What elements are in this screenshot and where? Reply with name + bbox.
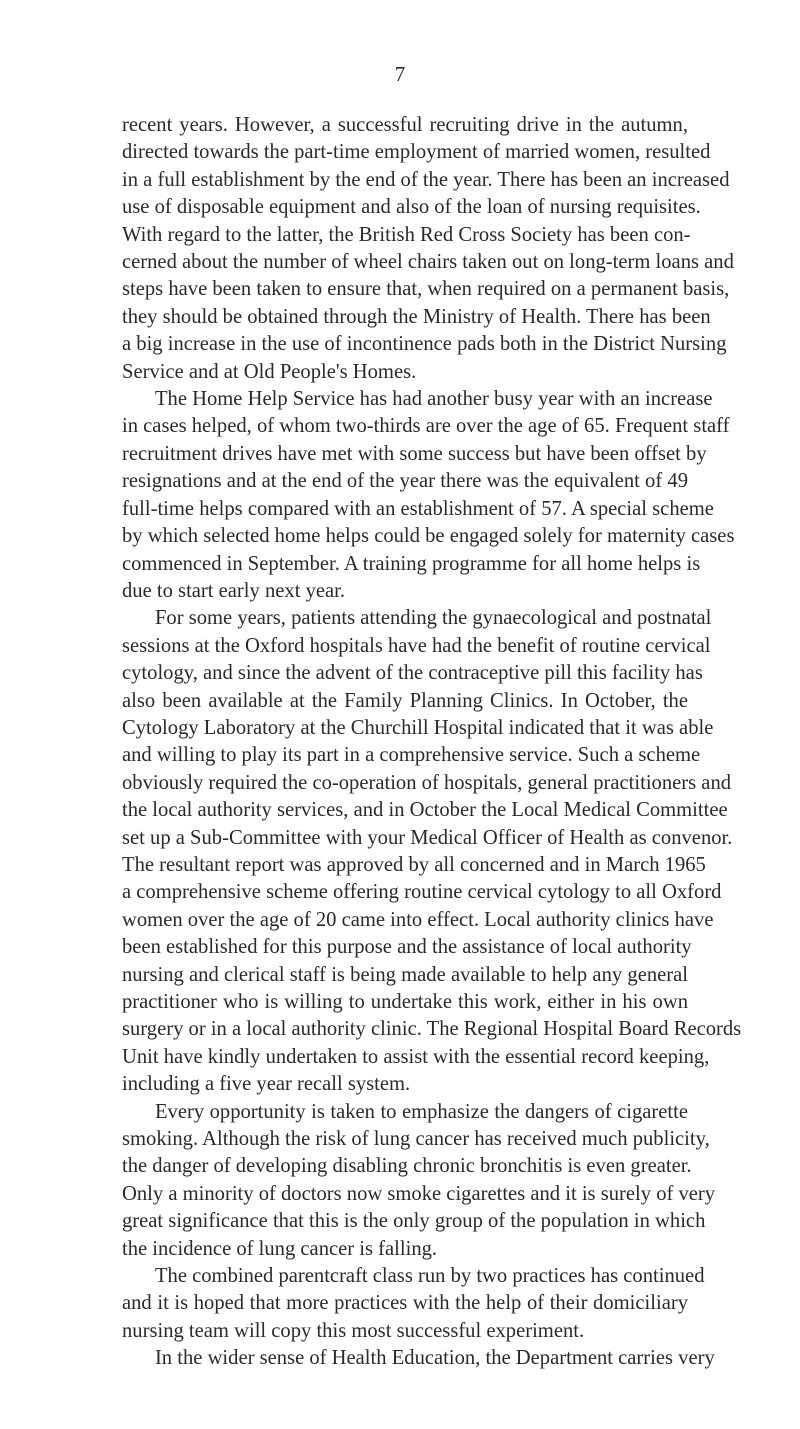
text-line: by which selected home helps could be engaged solely for maternity cases xyxy=(122,525,735,548)
text-line: in cases helped, of whom two-thirds are over the age of 65. Frequent staff xyxy=(122,415,730,438)
text-line: cerned about the number of wheel chairs taken out on long-term loans and xyxy=(122,251,734,274)
text-line: the incidence of lung cancer is falling. xyxy=(122,1237,438,1260)
text-line: practitioner who is willing to undertake this work, either in his own xyxy=(122,991,688,1013)
text-line: great significance that this is the only group of the population in which xyxy=(122,1210,706,1233)
text-line: and willing to play its part in a comprehensive service. Such a scheme xyxy=(122,744,701,767)
paragraph xyxy=(122,386,735,605)
text-line: in a full establishment by the end of the year. There has been an increased xyxy=(122,168,730,191)
text-line: The combined parentcraft class run by two practices has continued xyxy=(154,1265,705,1288)
text-line: full-time helps compared with an establishment of 57. A special scheme xyxy=(122,497,714,520)
text-line: cytology, and since the advent of the contraceptive pill this facility has xyxy=(122,662,703,685)
text-line: a big increase in the use of incontinence pads both in the District Nursing xyxy=(122,333,727,356)
text-line: use of disposable equipment and also of the loan of nursing requisites. xyxy=(122,196,701,219)
text-line: sessions at the Oxford hospitals have had the benefit of routine cervical xyxy=(122,634,711,657)
text-line: including a five year recall system. xyxy=(122,1073,411,1096)
text-line: Unit have kindly undertaken to assist with the essential record keeping, xyxy=(122,1045,710,1068)
paragraph xyxy=(122,1099,716,1263)
text-line: smoking. Although the risk of lung cancer has received much publicity, xyxy=(122,1128,710,1151)
text-line: due to start early next year. xyxy=(122,579,346,602)
text-line: women over the age of 20 came into effect. Local authority clinics have xyxy=(122,908,714,931)
paragraph xyxy=(122,605,742,1098)
paragraph xyxy=(122,1345,715,1372)
text-line: The Home Help Service has had another busy year with an increase xyxy=(154,388,713,411)
text-line: Service and at Old People's Homes. xyxy=(122,360,417,383)
page-number: 7 xyxy=(394,62,406,86)
text-line: Cytology Laboratory at the Churchill Hospital indicated that it was able xyxy=(122,716,714,739)
text-line: surgery or in a local authority clinic. The Regional Hospital Board Records xyxy=(122,1018,742,1041)
text-line: nursing team will copy this most successful experiment. xyxy=(122,1319,585,1342)
paragraph xyxy=(122,112,734,386)
text-line: set up a Sub-Committee with your Medical Officer of Health as convenor. xyxy=(122,826,733,849)
text-line: commenced in September. A training programme for all home helps is xyxy=(122,552,701,575)
text-line: With regard to the latter, the British Red Cross Society has been con- xyxy=(122,223,691,246)
text-line: also been available at the Family Planning Clinics. In October, the xyxy=(122,689,688,712)
text-line: they should be obtained through the Ministry of Health. There has been xyxy=(122,305,711,328)
text-line: The resultant report was approved by all concerned and in March 1965 xyxy=(122,853,706,876)
text-line: a comprehensive scheme offering routine cervical cytology to all Oxford xyxy=(122,881,722,904)
text-line: the danger of developing disabling chronic bronchitis is even greater. xyxy=(122,1155,692,1178)
text-line: recent years. However, a successful recruiting drive in the autumn, xyxy=(122,114,688,136)
text-line: directed towards the part-time employment of married women, resulted xyxy=(122,141,711,164)
text-line: steps have been taken to ensure that, when required on a permanent basis, xyxy=(122,278,730,301)
text-line: For some years, patients attending the gynaecological and postnatal xyxy=(154,607,712,630)
text-line: Only a minority of doctors now smoke cigarettes and it is surely of very xyxy=(122,1182,716,1205)
text-line: resignations and at the end of the year there was the equivalent of 49 xyxy=(122,470,688,493)
body-text xyxy=(122,112,742,1373)
text-line: obviously required the co-operation of hospitals, general practitioners and xyxy=(122,771,732,794)
text-line: recruitment drives have met with some success but have been offset by xyxy=(122,442,707,465)
text-line: been established for this purpose and the assistance of local authority xyxy=(122,936,692,959)
text-line: the local authority services, and in October the Local Medical Committee xyxy=(122,799,728,822)
text-line: nursing and clerical staff is being made available to help any general xyxy=(122,963,688,986)
text-line: In the wider sense of Health Education, the Department carries very xyxy=(154,1347,715,1370)
text-line: Every opportunity is taken to emphasize the dangers of cigarette xyxy=(154,1100,688,1123)
text-line: and it is hoped that more practices with the help of their domiciliary xyxy=(122,1292,688,1315)
paragraph xyxy=(122,1263,705,1345)
